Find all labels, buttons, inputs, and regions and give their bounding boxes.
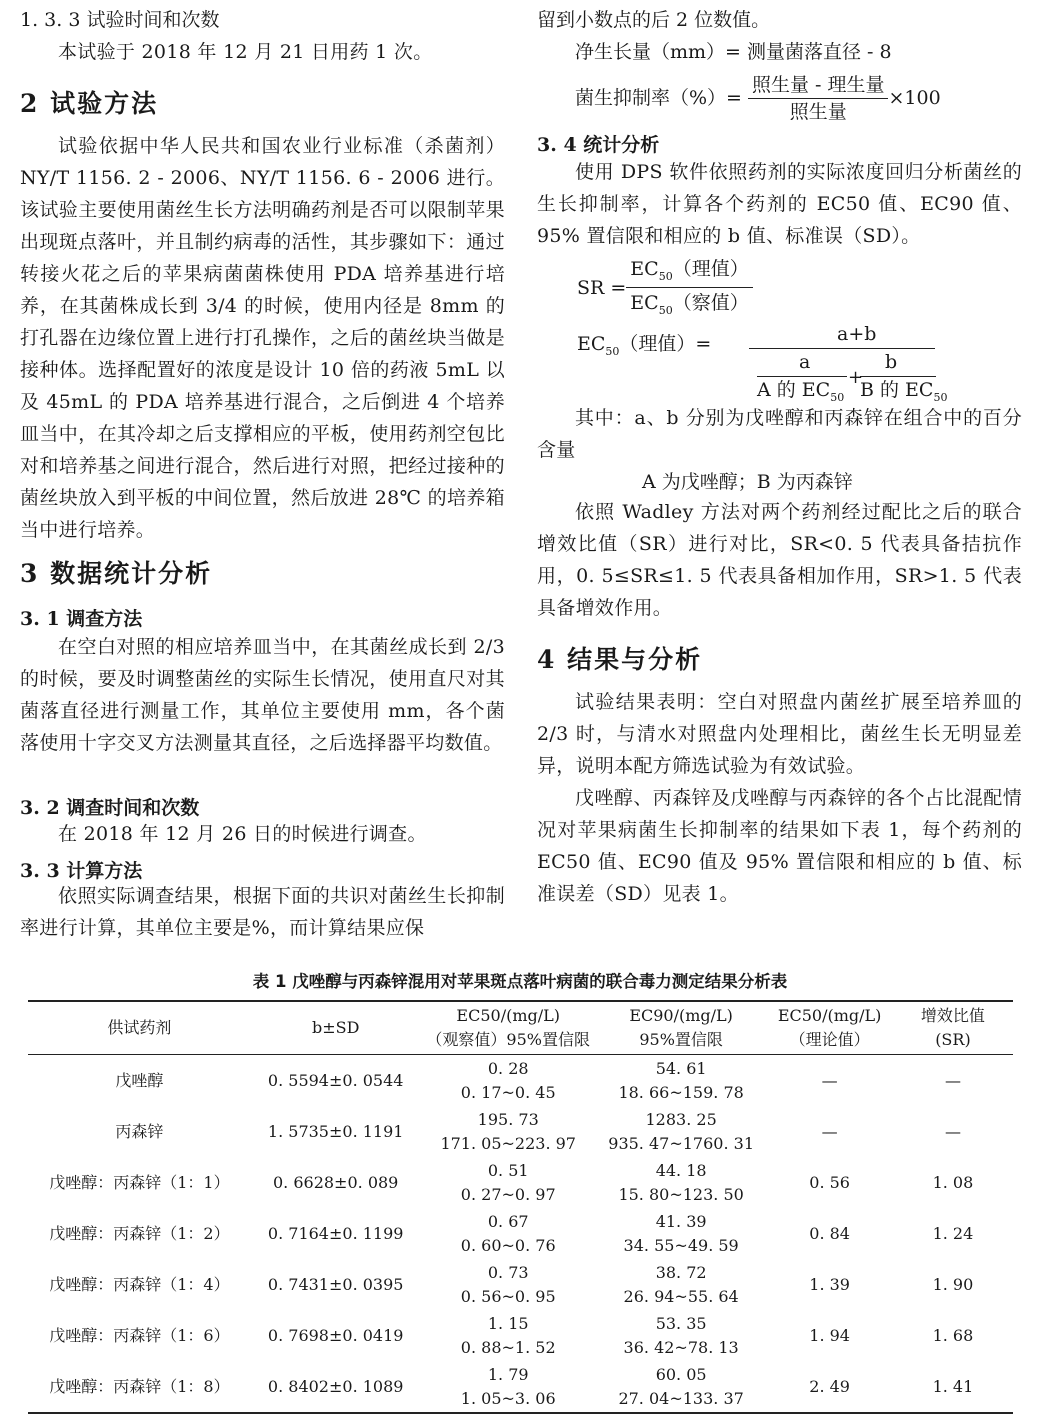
section-3-1-text: 在空白对照的相应培养皿当中，在其菌丝成长到 2/3 的时候，要及时调整菌丝的实际生长情况，使用直尺对其菌落直径进行测量工作，其单位主要使用 mm，各个菌落使用十字交叉方法测量其直径，之后选择器平均数值。: [20, 636, 505, 754]
section-3-3-text: 依照实际调查结果，根据下面的共识对菌丝生长抑制率进行计算，其单位主要是%，而计算结果应保: [20, 885, 505, 939]
section-3-4-heading: 3. 4 统计分析: [537, 134, 660, 156]
table-row: [28, 1106, 1013, 1157]
b-sd-cell: 0. 7431±0. 0395: [267, 1274, 404, 1294]
formula-ec50-b: b: [885, 351, 898, 373]
ec50-theoretical-cell: —: [821, 1070, 838, 1090]
section-3-1-heading: 3. 1 调查方法: [20, 608, 143, 630]
ec90-cell: 54. 61 18. 66~159. 78: [618, 1058, 744, 1102]
sr-cell: 1. 41: [932, 1376, 974, 1396]
ec50-observed-cell: 1. 79 1. 05~3. 06: [460, 1364, 556, 1408]
wadley-text: 依照 Wadley 方法对两个药剂经过配比之后的联合增效比值（SR）进行对比，SR<0. 5 代表具备拮抗作用，0. 5≤SR≤1. 5 代表具备相加作用，SR>1. 5 代表具备增效作用。: [537, 501, 1022, 619]
ec50-observed-cell: 0. 73 0. 56~0. 95: [460, 1262, 556, 1306]
ec50-theoretical-cell: 0. 84: [809, 1223, 850, 1243]
ec50-observed-cell: 0. 67 0. 60~0. 76: [460, 1211, 556, 1255]
ec90-cell: 60. 05 27. 04~133. 37: [618, 1364, 744, 1408]
header-sr: 增效比值 (SR): [920, 1006, 985, 1049]
b-sd-cell: 0. 7164±0. 1199: [267, 1223, 404, 1243]
ec50-theoretical-cell: 2. 49: [809, 1376, 850, 1396]
section-2-heading: 2 试验方法: [20, 89, 159, 118]
ab-definition: A 为戊唑醇；B 为丙森锌: [642, 471, 853, 493]
formula-inhibition-rate: [575, 68, 941, 128]
formula-sr-lhs: SR =: [577, 276, 627, 299]
agent-cell: 戊唑醇：丙森锌（1：6）: [49, 1325, 230, 1345]
table-row: [28, 1208, 1013, 1259]
formula-ec50-numerator: a+b: [837, 323, 877, 345]
section-2-text: 试验依据中华人民共和国农业行业标准（杀菌剂）NY/T 1156. 2 - 2006、NY/T 1156. 6 - 2006 进行。该试验主要使用菌丝生长方法明确药剂是否可以限制苹果出现斑点落叶，并且制约病毒的活性，其步骤如下：通过转接火花之后的苹果病菌菌株使用 PDA 培养基进行培养，在其菌株成长到 3/4 的时候，使用内径是 8mm 的打孔器在边缘位置上进行打孔操作，之后的菌丝块当做是接种体。选择配置好的浓度是设计 10 倍的药液 5mL 以及 45mL 的 PDA 培养基进行混合，之后倒进 4 个培养皿当中，在其冷却之后支撑相应的平板，使用药剂空包比对和培养基之间进行混合，然后进行对照，把经过接种的菌丝块放入到平板的中间位置，然后放进 28℃ 的培养箱当中进行培养。: [20, 135, 505, 541]
table-row: [28, 1055, 1013, 1107]
ec50-theoretical-cell: 1. 94: [809, 1325, 850, 1345]
formula-inhibition-denominator: 照生量: [789, 100, 847, 123]
formula-net-growth: 净生长量（mm）= 测量菌落直径 - 8: [575, 41, 892, 63]
formula-sr-denominator: $EC_{50}$（察值）: [630, 292, 749, 317]
formula-sr-numerator: $EC_{50}$（理值）: [626, 254, 752, 288]
agent-cell: 戊唑醇：丙森锌（1：8）: [49, 1376, 230, 1396]
b-sd-cell: 0. 5594±0. 0544: [267, 1070, 404, 1090]
b-sd-cell: 0. 7698±0. 0419: [267, 1325, 404, 1345]
sr-cell: —: [944, 1070, 961, 1090]
ec90-cell: 38. 72 26. 94~55. 64: [623, 1262, 739, 1306]
sr-cell: 1. 24: [932, 1223, 974, 1243]
ec50-theoretical-cell: 1. 39: [809, 1274, 850, 1294]
formula-ec50-lhs: $EC_{50}$（理值）=: [577, 333, 712, 358]
section-4-text-2: 戊唑醇、丙森锌及戊唑醇与丙森锌的各个占比混配情况对苹果病菌生长抑制率的结果如下表 1，每个药剂的 EC50 值、EC90 值及 95% 置信限和相应的 b 值、标准误差（SD）见表 1。: [537, 787, 1022, 905]
formula-ec50-theoretical: $EC_{50}$（理值）= a+b a b + A 的 $EC_{50}$ B 的 $EC_{50}$: [577, 318, 1022, 404]
formula-sr-fraction: [626, 254, 752, 321]
table-row: [28, 1259, 1013, 1310]
continued-text: 留到小数点的后 2 位数值。: [537, 9, 771, 31]
formula-ec50-B: B 的 $EC_{50}$: [860, 379, 948, 404]
section-3-4-text: 使用 DPS 软件依照药剂的实际浓度回归分析菌丝的生长抑制率，计算各个药剂的 EC50 值、EC90 值、95% 置信限和相应的 b 值、标准误（SD）。: [537, 161, 1022, 247]
header-b-sd: b±SD: [311, 1018, 360, 1037]
formula-ec50-A: A 的 $EC_{50}$: [757, 379, 845, 404]
results-table: [28, 1000, 1013, 1414]
ec90-cell: 1283. 25 935. 47~1760. 31: [608, 1109, 754, 1153]
ec50-theoretical-cell: 0. 56: [809, 1172, 850, 1192]
ec50-observed-cell: 195. 73 171. 05~223. 97: [440, 1109, 576, 1153]
ec50-observed-cell: 1. 15 0. 88~1. 52: [460, 1313, 556, 1357]
table-title: 表 1 戊唑醇与丙森锌混用对苹果斑点落叶病菌的联合毒力测定结果分析表: [252, 972, 788, 991]
ec50-observed-cell: 0. 51 0. 27~0. 97: [460, 1160, 556, 1204]
where-text: 其中：a、b 分别为戊唑醇和丙森锌在组合中的百分含量: [537, 407, 1022, 461]
header-agent: 供试药剂: [107, 1018, 172, 1037]
agent-cell: 戊唑醇: [115, 1070, 164, 1090]
sr-cell: 1. 68: [932, 1325, 974, 1345]
table-header-row: [28, 1001, 1013, 1055]
section-1-3-3-text: 本试验于 2018 年 12 月 21 日用药 1 次。: [58, 41, 433, 63]
b-sd-cell: 0. 6628±0. 089: [272, 1172, 399, 1192]
sr-cell: 1. 90: [932, 1274, 974, 1294]
formula-inhibition-tail: ×100: [888, 87, 941, 109]
agent-cell: 戊唑醇：丙森锌（1：2）: [49, 1223, 230, 1243]
agent-cell: 戊唑醇：丙森锌（1：1）: [49, 1172, 230, 1192]
table-row: [28, 1157, 1013, 1208]
b-sd-cell: 1. 5735±0. 1191: [267, 1121, 404, 1141]
ec50-theoretical-cell: —: [821, 1121, 838, 1141]
section-3-3-heading: 3. 3 计算方法: [20, 860, 143, 882]
agent-cell: 戊唑醇：丙森锌（1：4）: [49, 1274, 230, 1294]
formula-inhibition-numerator: 照生量 - 理生量: [748, 72, 889, 99]
ec90-cell: 44. 18 15. 80~123. 50: [618, 1160, 744, 1204]
sr-cell: —: [944, 1121, 961, 1141]
formula-inhibition-lhs: 菌生抑制率（%）=: [575, 87, 742, 109]
agent-cell: 丙森锌: [115, 1121, 164, 1141]
ec90-cell: 53. 35 36. 42~78. 13: [623, 1313, 739, 1357]
b-sd-cell: 0. 8402±0. 1089: [267, 1376, 404, 1396]
ec90-cell: 41. 39 34. 55~49. 59: [623, 1211, 739, 1255]
formula-ec50-a: a: [799, 351, 811, 373]
header-ec50-observed: EC50/(mg/L) （观察值）95%置信限: [426, 1006, 590, 1049]
section-1-3-3-heading: 1. 3. 3 试验时间和次数: [20, 9, 220, 31]
header-ec50-theoretical: EC50/(mg/L) （理论值）: [777, 1006, 882, 1049]
section-4-heading: 4 结果与分析: [537, 645, 703, 674]
section-3-heading: 3 数据统计分析: [20, 559, 213, 588]
ec50-observed-cell: 0. 28 0. 17~0. 45: [460, 1058, 556, 1102]
formula-inhibition-fraction: [748, 72, 889, 125]
section-3-2-text: 在 2018 年 12 月 26 日的时候进行调查。: [58, 823, 427, 845]
section-4-text-1: 试验结果表明：空白对照盘内菌丝扩展至培养皿的 2/3 时，与清水对照盘内处理相比，菌丝生长无明显差异，说明本配方筛选试验为有效试验。: [537, 691, 1022, 777]
sr-cell: 1. 08: [932, 1172, 974, 1192]
header-ec90: EC90/(mg/L) 95%置信限: [629, 1006, 733, 1049]
table-row: [28, 1361, 1013, 1413]
section-3-2-heading: 3. 2 调查时间和次数: [20, 797, 200, 819]
formula-sr: [577, 254, 753, 321]
table-row: [28, 1310, 1013, 1361]
table-body: [28, 1055, 1013, 1414]
